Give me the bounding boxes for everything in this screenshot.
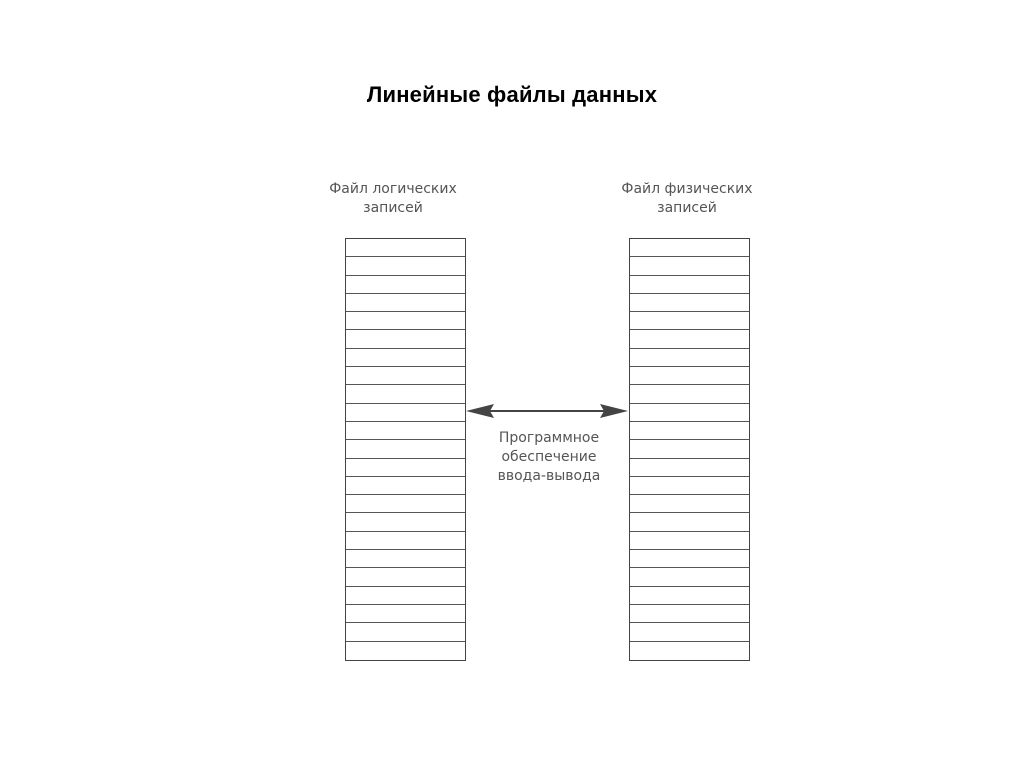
physical-record bbox=[630, 550, 749, 568]
physical-record bbox=[630, 276, 749, 294]
physical-record bbox=[630, 239, 749, 257]
physical-record bbox=[630, 532, 749, 550]
physical-record bbox=[630, 257, 749, 275]
io-software-label-line3: ввода-вывода bbox=[497, 468, 601, 484]
physical-record bbox=[630, 513, 749, 531]
logical-record bbox=[346, 532, 465, 550]
logical-record bbox=[346, 477, 465, 495]
physical-record bbox=[630, 568, 749, 586]
physical-record bbox=[630, 349, 749, 367]
physical-record bbox=[630, 477, 749, 495]
io-software-label-line1: Программное bbox=[498, 430, 600, 446]
logical-record bbox=[346, 550, 465, 568]
logical-record bbox=[346, 312, 465, 330]
logical-record bbox=[346, 239, 465, 257]
logical-record bbox=[346, 513, 465, 531]
logical-file-label bbox=[268, 180, 518, 218]
logical-record bbox=[346, 440, 465, 458]
logical-record bbox=[346, 459, 465, 477]
physical-file-label-line2: записей bbox=[657, 200, 717, 216]
physical-record bbox=[630, 404, 749, 422]
slide-title: Линейные файлы данных bbox=[366, 82, 658, 107]
physical-record bbox=[630, 330, 749, 348]
physical-records-file bbox=[629, 238, 750, 661]
physical-record bbox=[630, 440, 749, 458]
physical-record bbox=[630, 294, 749, 312]
logical-record bbox=[346, 349, 465, 367]
physical-record bbox=[630, 623, 749, 641]
physical-file-label-line1: Файл физических bbox=[621, 181, 753, 197]
logical-record bbox=[346, 257, 465, 275]
physical-record bbox=[630, 312, 749, 330]
arrow-head-right bbox=[600, 404, 628, 418]
physical-record bbox=[630, 495, 749, 513]
physical-record bbox=[630, 587, 749, 605]
physical-record bbox=[630, 367, 749, 385]
logical-record bbox=[346, 404, 465, 422]
logical-record bbox=[346, 495, 465, 513]
logical-record bbox=[346, 276, 465, 294]
logical-file-label-line1: Файл логических bbox=[329, 181, 457, 197]
logical-file-label-line2: записей bbox=[363, 200, 423, 216]
arrow-head-left bbox=[466, 404, 494, 418]
logical-record bbox=[346, 422, 465, 440]
physical-file-label bbox=[562, 180, 812, 218]
logical-records-file bbox=[345, 238, 466, 661]
physical-record bbox=[630, 385, 749, 403]
logical-record bbox=[346, 294, 465, 312]
logical-record bbox=[346, 367, 465, 385]
logical-record bbox=[346, 385, 465, 403]
io-software-label-line2: обеспечение bbox=[501, 449, 597, 465]
logical-record bbox=[346, 623, 465, 641]
physical-record bbox=[630, 422, 749, 440]
logical-record bbox=[346, 605, 465, 623]
logical-record bbox=[346, 587, 465, 605]
physical-record bbox=[630, 642, 749, 660]
logical-record bbox=[346, 330, 465, 348]
physical-record bbox=[630, 459, 749, 477]
io-software-label bbox=[460, 429, 638, 486]
logical-record bbox=[346, 642, 465, 660]
physical-record bbox=[630, 605, 749, 623]
logical-record bbox=[346, 568, 465, 586]
